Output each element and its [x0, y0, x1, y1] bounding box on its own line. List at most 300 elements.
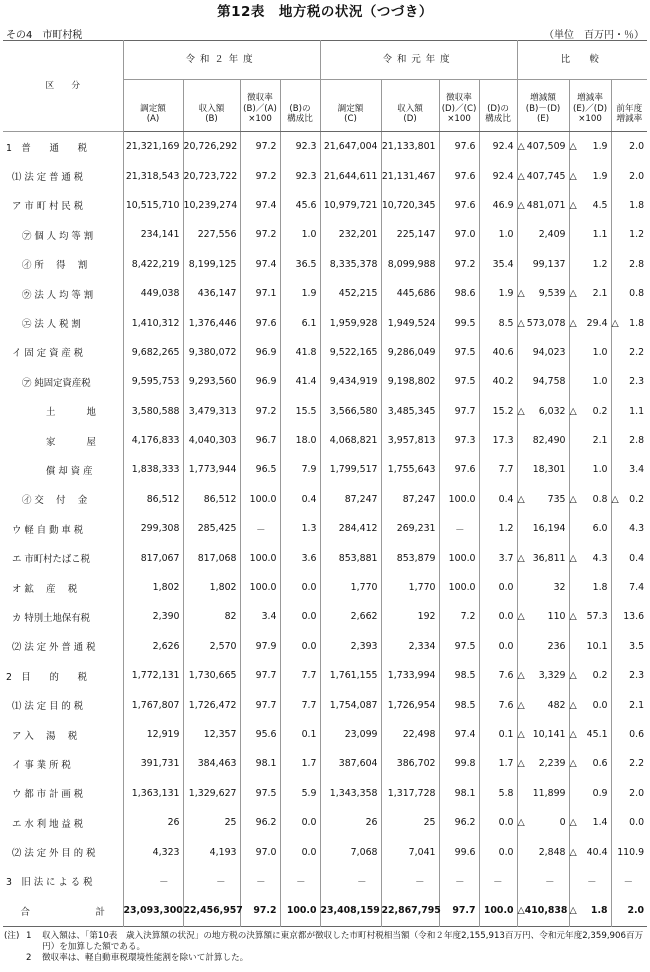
table-cell: 1,726,472 — [183, 690, 240, 719]
table-cell: 97.1 — [240, 279, 280, 308]
table-cell: 21,644,611 — [320, 161, 381, 190]
table-cell: △ 0.2 — [611, 485, 647, 514]
table-cell: △ 110 — [517, 602, 569, 631]
table-cell: 97.2 — [240, 397, 280, 426]
row-label: ⑵ 法 定 外 目 的 税 — [12, 848, 96, 860]
table-cell: 97.4 — [240, 250, 280, 279]
table-cell: 9,522,165 — [320, 338, 381, 367]
table-cell: 100.0 — [439, 543, 479, 572]
table-cell: 94,023 — [517, 338, 569, 367]
table-cell: 95.6 — [240, 720, 280, 749]
table-cell: 1.9 — [280, 279, 320, 308]
table-cell: 35.4 — [479, 250, 517, 279]
table-cell: 97.5 — [439, 338, 479, 367]
table-cell: 0.4 — [479, 485, 517, 514]
column-header: 前年度 増減率 — [611, 80, 647, 132]
header-group-r1: 令和元年度 — [320, 41, 517, 80]
table-cell: △ 57.3 — [569, 602, 611, 631]
table-cell: 1,363,131 — [123, 779, 183, 808]
table-cell: 1.2 — [569, 250, 611, 279]
table-cell: 0.6 — [611, 720, 647, 749]
table-cell: 20,726,292 — [183, 132, 240, 162]
table-cell: 2.2 — [611, 338, 647, 367]
table-cell: 1.0 — [280, 220, 320, 249]
table-cell: 0.0 — [479, 573, 517, 602]
table-cell: 17.3 — [479, 426, 517, 455]
table-cell: 2.8 — [611, 250, 647, 279]
table-cell: 7.9 — [280, 455, 320, 484]
table-cell: 97.7 — [240, 661, 280, 690]
table-cell: 110.9 — [611, 837, 647, 866]
table-cell: 0.0 — [280, 573, 320, 602]
table-cell: △ 407,509 — [517, 132, 569, 162]
table-cell: 96.2 — [240, 808, 280, 837]
table-cell: △ 0.0 — [569, 690, 611, 719]
table-cell: 2,848 — [517, 837, 569, 866]
table-cell: 26 — [123, 808, 183, 837]
table-cell: 98.5 — [439, 690, 479, 719]
table-row — [3, 191, 647, 220]
table-cell: △ 481,071 — [517, 191, 569, 220]
table-cell: 4,323 — [123, 837, 183, 866]
table-cell: 100.0 — [240, 485, 280, 514]
table-cell: 98.5 — [439, 661, 479, 690]
table-cell: 1,733,994 — [381, 661, 439, 690]
table-cell: 97.7 — [439, 397, 479, 426]
table-cell: △ 4.5 — [569, 191, 611, 220]
table-cell: 3.4 — [240, 602, 280, 631]
table-cell: 94,758 — [517, 367, 569, 396]
row-label: カ 特別土地保有税 — [12, 612, 90, 624]
table-cell: 92.3 — [280, 161, 320, 190]
table-cell: 92.4 — [479, 161, 517, 190]
table-cell: 97.2 — [439, 250, 479, 279]
table-row — [3, 808, 647, 837]
table-cell: 97.4 — [439, 720, 479, 749]
table-row — [3, 485, 647, 514]
table-cell: 1,767,807 — [123, 690, 183, 719]
row-label: エ 市町村たばこ税 — [12, 554, 90, 566]
table-cell: 234,141 — [123, 220, 183, 249]
column-header: 調定額 (C) — [320, 80, 381, 132]
table-cell: 1.0 — [569, 455, 611, 484]
table-cell: 100.0 — [439, 485, 479, 514]
table-cell: △ 36,811 — [517, 543, 569, 572]
row-label: ⑴ 法 定 目 的 税 — [12, 701, 84, 713]
table-cell: 40.2 — [479, 367, 517, 396]
table-cell: 1.0 — [479, 220, 517, 249]
table-cell: 4,068,821 — [320, 426, 381, 455]
table-cell: 0.4 — [611, 543, 647, 572]
note-2 — [4, 953, 650, 964]
table-cell: 853,881 — [320, 543, 381, 572]
table-cell: 21,318,543 — [123, 161, 183, 190]
table-cell: 99.6 — [439, 837, 479, 866]
table-cell: 1.9 — [479, 279, 517, 308]
table-row — [3, 426, 647, 455]
table-cell: － — [439, 867, 479, 896]
column-header: 増減率 (E)／(D) ×100 — [569, 80, 611, 132]
table-cell: 0.0 — [479, 837, 517, 866]
table-cell: － — [183, 867, 240, 896]
table-cell: 96.2 — [439, 808, 479, 837]
table-cell: 1,949,524 — [381, 308, 439, 337]
table-cell: 1,376,446 — [183, 308, 240, 337]
table-cell: 1,770 — [381, 573, 439, 602]
table-cell: 1,410,312 — [123, 308, 183, 337]
table-cell: 7.7 — [479, 455, 517, 484]
row-label: ㋑ 交 付 金 — [22, 495, 88, 507]
table-cell: 0.0 — [280, 808, 320, 837]
table-cell: 445,686 — [381, 279, 439, 308]
header-row-groups — [3, 41, 647, 80]
row-label: エ 水 利 地 益 税 — [12, 818, 84, 830]
table-cell: 269,231 — [381, 514, 439, 543]
table-cell: 32 — [517, 573, 569, 602]
table-cell: 192 — [381, 602, 439, 631]
row-label: 土 地 — [46, 407, 96, 419]
table-cell: 10,979,721 — [320, 191, 381, 220]
table-cell: 2.0 — [611, 779, 647, 808]
table-cell: 0.1 — [280, 720, 320, 749]
table-cell: 225,147 — [381, 220, 439, 249]
table-cell: － — [479, 867, 517, 896]
table-cell: △ 0.2 — [569, 397, 611, 426]
column-header: 収入額 (D) — [381, 80, 439, 132]
row-label: イ 事 業 所 税 — [12, 759, 71, 771]
table-cell: 3.7 — [479, 543, 517, 572]
table-cell: － — [240, 514, 280, 543]
table-cell: 5.8 — [479, 779, 517, 808]
table-cell: △ 482 — [517, 690, 569, 719]
table-cell: 1,317,728 — [381, 779, 439, 808]
table-row — [3, 779, 647, 808]
table-cell: 0.0 — [280, 837, 320, 866]
table-cell: △ 1.4 — [569, 808, 611, 837]
table-cell: 100.0 — [240, 543, 280, 572]
table-row — [3, 132, 647, 162]
table-cell: △ 1.9 — [569, 161, 611, 190]
table-cell: － — [439, 514, 479, 543]
table-cell: 3,566,580 — [320, 397, 381, 426]
table-cell: 6.1 — [280, 308, 320, 337]
table-cell: 99,137 — [517, 250, 569, 279]
table-cell: － — [381, 867, 439, 896]
table-cell: 2.3 — [611, 367, 647, 396]
table-cell: 97.0 — [439, 220, 479, 249]
row-label: ウ 都 市 計 画 税 — [12, 789, 84, 801]
table-cell: 7.6 — [479, 661, 517, 690]
table-cell: △ 407,745 — [517, 161, 569, 190]
table-cell: － — [280, 867, 320, 896]
table-cell: 299,308 — [123, 514, 183, 543]
table-cell: 10,239,274 — [183, 191, 240, 220]
table-cell: 1,329,627 — [183, 779, 240, 808]
table-cell: △ 0 — [517, 808, 569, 837]
row-label: ウ 軽 自 動 車 税 — [12, 524, 84, 536]
table-cell: 0.0 — [479, 632, 517, 661]
table-cell: 23,093,300 — [123, 896, 183, 926]
table-row — [3, 632, 647, 661]
table-cell: 1.8 — [611, 191, 647, 220]
table-cell: 2,393 — [320, 632, 381, 661]
table-cell: 3,580,588 — [123, 397, 183, 426]
row-label: ㋒ 法 人 均 等 割 — [22, 289, 94, 301]
table-cell: 18.0 — [280, 426, 320, 455]
table-row — [3, 220, 647, 249]
table-row — [3, 514, 647, 543]
table-cell: 97.4 — [240, 191, 280, 220]
table-cell: 97.0 — [240, 837, 280, 866]
table-row — [3, 279, 647, 308]
table-cell: 4,176,833 — [123, 426, 183, 455]
table-cell: 41.8 — [280, 338, 320, 367]
table-cell: 1,772,131 — [123, 661, 183, 690]
note-number: 2 — [26, 952, 32, 963]
page-title: 第12表 地方税の状況（つづき） — [217, 4, 433, 20]
table-cell: 82,490 — [517, 426, 569, 455]
table-cell: 449,038 — [123, 279, 183, 308]
table-cell: 2.0 — [611, 896, 647, 926]
table-cell: 92.4 — [479, 132, 517, 162]
table-cell: 0.0 — [479, 808, 517, 837]
table-cell: 13.6 — [611, 602, 647, 631]
table-cell: 0.9 — [569, 779, 611, 808]
table-cell: 6.0 — [569, 514, 611, 543]
table-cell: 7.2 — [439, 602, 479, 631]
table-cell: 16,194 — [517, 514, 569, 543]
table-cell: 2.0 — [611, 132, 647, 162]
table-cell: 1.1 — [611, 397, 647, 426]
column-header: (B)の 構成比 — [280, 80, 320, 132]
note-text: 収入額は、「第10表 歳入決算額の状況」の地方税の決算額に東京都が徴収した市町村税相当額（令和２年度2,155,913百万円、令和元年度2,359,906百万円）を加算した額である。 — [42, 930, 644, 952]
table-cell: 97.2 — [240, 132, 280, 162]
table-cell: 8,099,988 — [381, 250, 439, 279]
row-label: イ 固 定 資 産 税 — [12, 348, 84, 360]
table-cell: 97.9 — [240, 632, 280, 661]
row-label: 合 計 — [20, 906, 105, 918]
table-cell: △ 0.6 — [569, 749, 611, 778]
table-cell: 100.0 — [439, 573, 479, 602]
table-cell: 0.4 — [280, 485, 320, 514]
table-cell: 97.6 — [240, 308, 280, 337]
row-label: ア 市 町 村 民 税 — [12, 201, 84, 213]
table-cell: 285,425 — [183, 514, 240, 543]
table-row — [3, 749, 647, 778]
table-cell: 97.6 — [439, 132, 479, 162]
table-cell: 87,247 — [381, 485, 439, 514]
column-header: 徴収率 (D)／(C) ×100 — [439, 80, 479, 132]
table-cell: 227,556 — [183, 220, 240, 249]
table-cell: 7.7 — [280, 690, 320, 719]
table-cell: 4,040,303 — [183, 426, 240, 455]
table-cell: 1,343,358 — [320, 779, 381, 808]
table-cell: 8,335,378 — [320, 250, 381, 279]
row-label: ㋐ 純固定資産税 — [22, 377, 91, 389]
table-cell: △ 573,078 — [517, 308, 569, 337]
table-cell: 25 — [381, 808, 439, 837]
table-row — [3, 161, 647, 190]
column-header: (D)の 構成比 — [479, 80, 517, 132]
table-cell: △ 6,032 — [517, 397, 569, 426]
table-cell: △ 410,838 — [517, 896, 569, 926]
row-label: ⑵ 法 定 外 普 通 税 — [12, 642, 96, 654]
table-cell: 0.8 — [611, 279, 647, 308]
table-cell: 21,647,004 — [320, 132, 381, 162]
header-kubun: 区 分 — [3, 41, 123, 132]
table-cell: 97.2 — [240, 220, 280, 249]
table-cell: 97.2 — [240, 161, 280, 190]
table-cell: △ 29.4 — [569, 308, 611, 337]
table-cell: 2.1 — [611, 690, 647, 719]
table-cell: 96.9 — [240, 367, 280, 396]
notes-prefix: (注) — [4, 930, 20, 941]
table-cell: 386,702 — [381, 749, 439, 778]
table-cell: 8,422,219 — [123, 250, 183, 279]
table-cell: 384,463 — [183, 749, 240, 778]
header-group-comparison: 比 較 — [517, 41, 647, 80]
table-cell: 1,755,643 — [381, 455, 439, 484]
table-cell: 97.6 — [439, 191, 479, 220]
table-cell: 1.7 — [479, 749, 517, 778]
table-cell: 2,390 — [123, 602, 183, 631]
table-cell: 23,408,159 — [320, 896, 381, 926]
table-row — [3, 543, 647, 572]
row-label: ア 入 湯 税 — [12, 730, 78, 742]
row-label: ⑴ 法 定 普 通 税 — [12, 172, 84, 184]
table-cell: － — [517, 867, 569, 896]
table-cell: 4.3 — [611, 514, 647, 543]
table-cell: 86,512 — [123, 485, 183, 514]
table-row — [3, 602, 647, 631]
table-cell: 2,409 — [517, 220, 569, 249]
table-cell: 452,215 — [320, 279, 381, 308]
table-cell: 1.3 — [280, 514, 320, 543]
table-cell: 436,147 — [183, 279, 240, 308]
table-cell: 817,068 — [183, 543, 240, 572]
table-cell: 10,515,710 — [123, 191, 183, 220]
table-cell: 7,068 — [320, 837, 381, 866]
table-cell: 97.5 — [439, 367, 479, 396]
table-cell: 2,662 — [320, 602, 381, 631]
table-cell: 8.5 — [479, 308, 517, 337]
table-cell: 236 — [517, 632, 569, 661]
table-cell: 82 — [183, 602, 240, 631]
table-cell: 97.5 — [439, 632, 479, 661]
tax-table — [3, 40, 647, 927]
table-cell: △ 2,239 — [517, 749, 569, 778]
table-cell: 284,412 — [320, 514, 381, 543]
table-cell: 20,723,722 — [183, 161, 240, 190]
header-group-r2: 令和２年度 — [123, 41, 320, 80]
table-cell: 21,321,169 — [123, 132, 183, 162]
table-cell: 0.0 — [479, 602, 517, 631]
table-cell: － — [611, 867, 647, 896]
table-cell: 2.1 — [569, 426, 611, 455]
table-row — [3, 338, 647, 367]
table-cell: 41.4 — [280, 367, 320, 396]
table-cell: 7.4 — [611, 573, 647, 602]
table-cell: △ 3,329 — [517, 661, 569, 690]
table-cell: 232,201 — [320, 220, 381, 249]
column-header: 徴収率 (B)／(A) ×100 — [240, 80, 280, 132]
table-cell: 10,720,345 — [381, 191, 439, 220]
table-cell: 7,041 — [381, 837, 439, 866]
table-cell: 2,626 — [123, 632, 183, 661]
table-cell: 1,838,333 — [123, 455, 183, 484]
table-cell: 98.6 — [439, 279, 479, 308]
column-header: 収入額 (B) — [183, 80, 240, 132]
table-cell: － — [123, 867, 183, 896]
table-row — [3, 308, 647, 337]
table-cell: 36.5 — [280, 250, 320, 279]
row-label: ㋓ 法 人 税 割 — [22, 319, 81, 331]
table-cell: 9,434,919 — [320, 367, 381, 396]
row-label: オ 鉱 産 税 — [12, 583, 78, 595]
table-row — [3, 397, 647, 426]
table-cell: 40.6 — [479, 338, 517, 367]
table-cell: 1,761,155 — [320, 661, 381, 690]
table-cell: 97.7 — [439, 896, 479, 926]
note-number: 1 — [26, 930, 32, 941]
table-cell: 100.0 — [240, 573, 280, 602]
table-cell: 8,199,125 — [183, 250, 240, 279]
unit-label: （単位 百万円・％） — [544, 30, 644, 41]
table-cell: 3,957,813 — [381, 426, 439, 455]
table-cell: 21,133,801 — [381, 132, 439, 162]
row-label: 2 目 的 税 — [6, 671, 87, 683]
row-label: 家 屋 — [46, 436, 96, 448]
table-cell: 2.2 — [611, 749, 647, 778]
table-cell: 9,595,753 — [123, 367, 183, 396]
table-cell: 1.0 — [569, 338, 611, 367]
table-cell: 853,879 — [381, 543, 439, 572]
note-1 — [4, 931, 650, 953]
table-row — [3, 250, 647, 279]
table-cell: 3,485,345 — [381, 397, 439, 426]
table-cell: △ 10,141 — [517, 720, 569, 749]
column-header: 調定額 (A) — [123, 80, 183, 132]
table-cell: 817,067 — [123, 543, 183, 572]
table-cell: 9,286,049 — [381, 338, 439, 367]
table-cell: △ 40.4 — [569, 837, 611, 866]
table-cell: 26 — [320, 808, 381, 837]
table-cell: － — [240, 867, 280, 896]
table-cell: 3.4 — [611, 455, 647, 484]
table-cell: 99.8 — [439, 749, 479, 778]
table-cell: 1.1 — [569, 220, 611, 249]
table-cell: － — [320, 867, 381, 896]
table-cell: 22,867,795 — [381, 896, 439, 926]
table-cell: 0.0 — [611, 808, 647, 837]
table-cell: 11,899 — [517, 779, 569, 808]
table-cell: 87,247 — [320, 485, 381, 514]
table-cell: 1,726,954 — [381, 690, 439, 719]
table-cell: 9,380,072 — [183, 338, 240, 367]
table-cell: 1,802 — [123, 573, 183, 602]
table-cell: 21,131,467 — [381, 161, 439, 190]
table-row — [3, 867, 647, 896]
table-cell: 387,604 — [320, 749, 381, 778]
table-row — [3, 690, 647, 719]
table-cell: 1,754,087 — [320, 690, 381, 719]
table-cell: 7.6 — [479, 690, 517, 719]
table-cell: △ 1.8 — [611, 308, 647, 337]
table-cell: 97.7 — [240, 690, 280, 719]
table-cell: 12,357 — [183, 720, 240, 749]
table-cell: △ 9,539 — [517, 279, 569, 308]
table-cell: △ 45.1 — [569, 720, 611, 749]
